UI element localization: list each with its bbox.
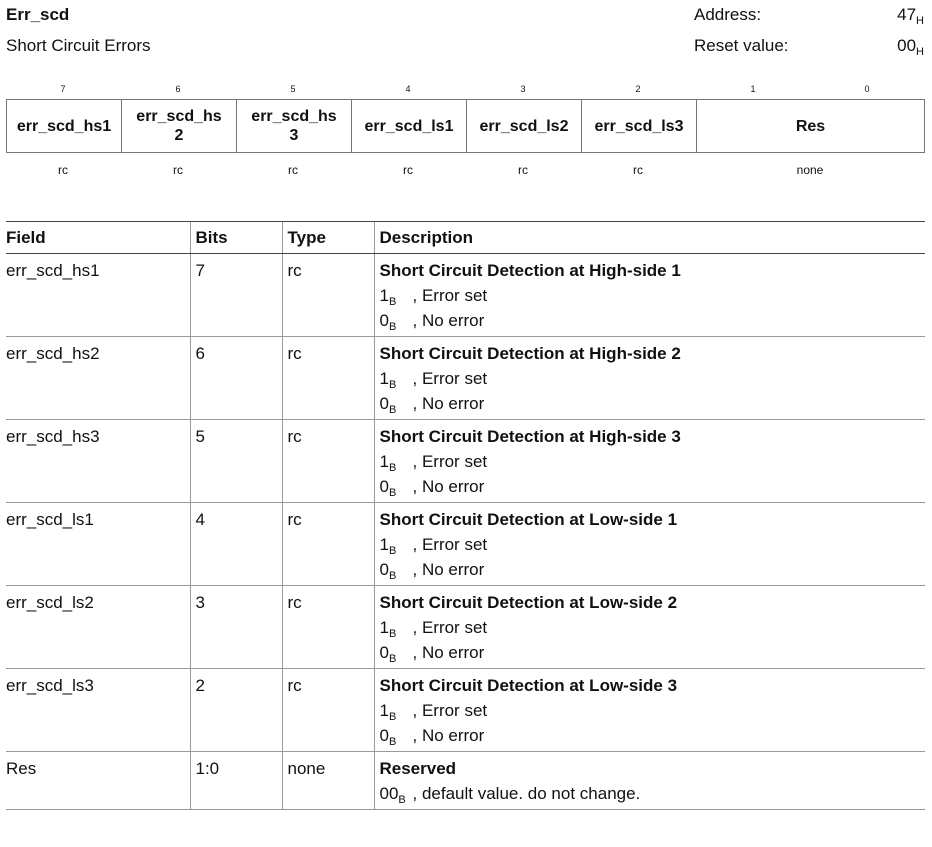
value-text: , Error set [412, 286, 488, 305]
value-code: $1_B$ [379, 618, 397, 640]
bitfield-cell: err_scd_ls3 [582, 100, 697, 152]
cell-bits: 3 [190, 586, 282, 669]
cell-type: rc [282, 254, 374, 337]
value-text: , Error set [412, 535, 488, 554]
bitfield-type: rc [518, 163, 528, 177]
table-row [6, 586, 925, 669]
cell-description [374, 669, 925, 752]
value-entry [380, 557, 926, 582]
cell-description [374, 254, 925, 337]
bitfield-cell: err_scd_hs 2 [122, 100, 237, 152]
table-row [6, 503, 925, 586]
value-code: $0_B$ [379, 311, 397, 333]
description-title: Short Circuit Detection at Low-side 2 [379, 593, 678, 612]
cell-field: err_scd_hs1 [6, 254, 190, 337]
cell-bits: 7 [190, 254, 282, 337]
value-code: $0_B$ [379, 726, 397, 748]
table-row [6, 669, 925, 752]
cell-field: err_scd_ls1 [6, 503, 190, 586]
value-text: , Error set [412, 701, 488, 720]
bitfield-cell: err_scd_ls2 [467, 100, 582, 152]
description-title: Short Circuit Detection at Low-side 3 [379, 676, 678, 695]
table-row [6, 337, 925, 420]
value-text: , Error set [412, 618, 488, 637]
value-text: , default value. do not change. [412, 784, 641, 803]
register-description: Short Circuit Errors [6, 36, 151, 55]
cell-bits: 4 [190, 503, 282, 586]
header-field: Field [6, 222, 190, 254]
bitfield-type: rc [633, 163, 643, 177]
value-text: , No error [412, 477, 485, 496]
value-code: $0_B$ [379, 643, 397, 665]
cell-field: err_scd_ls3 [6, 669, 190, 752]
value-text: , No error [412, 560, 485, 579]
bitfield-cell: Res [795, 117, 826, 135]
bit-number: 5 [290, 84, 296, 94]
value-text: , No error [412, 726, 485, 745]
cell-description [374, 586, 925, 669]
bit-number-row [6, 84, 925, 96]
bit-number: 2 [635, 84, 641, 94]
bit-number: 4 [405, 84, 411, 94]
value-entry [380, 640, 926, 665]
cell-field: err_scd_hs3 [6, 420, 190, 503]
value-text: , No error [412, 311, 485, 330]
value-entry [380, 532, 926, 557]
cell-bits: 6 [190, 337, 282, 420]
cell-description [374, 337, 925, 420]
value-entry [380, 283, 926, 308]
value-entry [380, 366, 926, 391]
address-label: Address: [694, 5, 762, 24]
cell-type: rc [282, 669, 374, 752]
description-title: Short Circuit Detection at High-side 1 [379, 261, 681, 280]
description-title: Reserved [379, 759, 457, 778]
value-code: $0_B$ [379, 394, 397, 416]
table-row [6, 752, 925, 810]
value-text: , Error set [412, 369, 488, 388]
cell-type: rc [282, 420, 374, 503]
header-bits: Bits [190, 222, 282, 254]
value-text: , Error set [412, 452, 488, 471]
cell-field: Res [6, 752, 190, 810]
cell-bits: 2 [190, 669, 282, 752]
bitfield-cell: err_scd_hs1 [7, 100, 122, 152]
description-title: Short Circuit Detection at Low-side 1 [379, 510, 678, 529]
value-entry [380, 615, 926, 640]
cell-type: rc [282, 503, 374, 586]
cell-field: err_scd_ls2 [6, 586, 190, 669]
table-row [6, 254, 925, 337]
value-entry [380, 449, 926, 474]
bitfield-type: none [796, 163, 824, 177]
cell-bits: 5 [190, 420, 282, 503]
table-header-row [6, 222, 925, 254]
address-value: $47_H$ [897, 5, 924, 27]
cell-type: none [282, 752, 374, 810]
reset-label: Reset value: [694, 36, 789, 55]
value-code: $1_B$ [379, 369, 397, 391]
bit-number: 3 [520, 84, 526, 94]
value-code: $1_B$ [379, 535, 397, 557]
value-text: , No error [412, 394, 485, 413]
value-entry [380, 781, 926, 806]
header-description: Description [374, 222, 925, 254]
value-entry [380, 391, 926, 416]
value-text: , No error [412, 643, 485, 662]
register-name: Err_scd [6, 5, 70, 24]
header-type: Type [282, 222, 374, 254]
value-entry [380, 698, 926, 723]
value-entry [380, 474, 926, 499]
bitfield-type: rc [403, 163, 413, 177]
bit-number: 1 [750, 84, 756, 94]
description-title: Short Circuit Detection at High-side 3 [379, 427, 681, 446]
register-header [6, 4, 151, 57]
value-code: $0_B$ [379, 560, 397, 582]
table-row [6, 420, 925, 503]
bitfield-type-row [6, 163, 925, 179]
register-bitfield-diagram [6, 99, 925, 153]
value-code: $00_B$ [379, 784, 406, 806]
address-row [664, 4, 924, 26]
value-code: $1_B$ [379, 286, 397, 308]
cell-description [374, 752, 925, 810]
register-meta [664, 4, 924, 57]
bit-number: 6 [175, 84, 181, 94]
cell-bits: 1:0 [190, 752, 282, 810]
bitfield-type: rc [58, 163, 68, 177]
value-code: $1_B$ [379, 452, 397, 474]
cell-type: rc [282, 586, 374, 669]
bitfield-cell: err_scd_hs 3 [237, 100, 352, 152]
bitfield-cell: err_scd_ls1 [352, 100, 467, 152]
reset-value: $00_H$ [897, 36, 924, 58]
reset-row [664, 35, 924, 57]
bit-number: 0 [864, 84, 870, 94]
value-entry [380, 723, 926, 748]
description-title: Short Circuit Detection at High-side 2 [379, 344, 681, 363]
cell-description [374, 503, 925, 586]
value-code: $1_B$ [379, 701, 397, 723]
value-code: $0_B$ [379, 477, 397, 499]
bit-number: 7 [60, 84, 66, 94]
bitfield-type: rc [288, 163, 298, 177]
bitfield-type: rc [173, 163, 183, 177]
value-entry [380, 308, 926, 333]
cell-type: rc [282, 337, 374, 420]
cell-field: err_scd_hs2 [6, 337, 190, 420]
cell-description [374, 420, 925, 503]
field-table [6, 221, 925, 810]
